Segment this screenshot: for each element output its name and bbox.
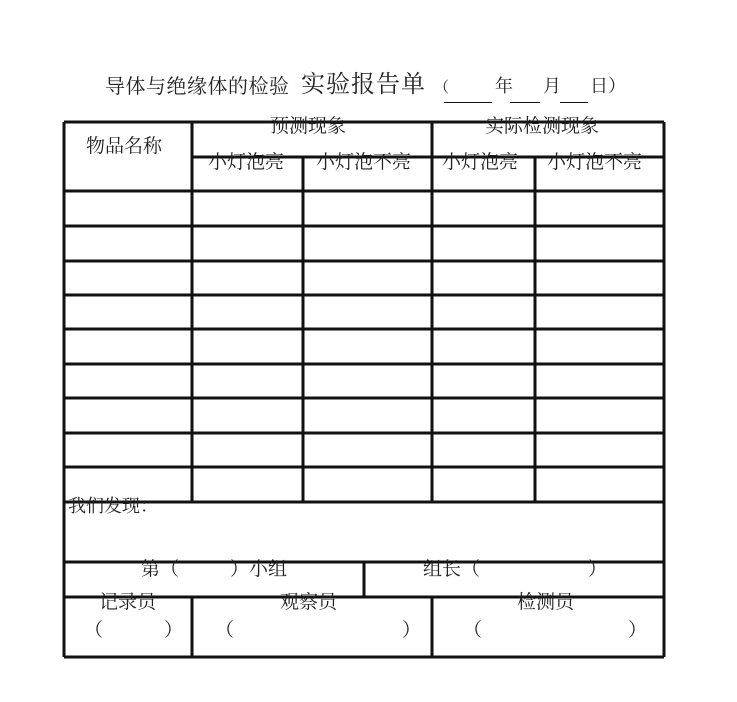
report-title-line [0, 62, 737, 102]
predicted-on-cell[interactable] [195, 401, 300, 430]
predicted-off-cell[interactable] [306, 229, 429, 258]
role-observer-open: （ [215, 619, 235, 641]
actual-on-cell[interactable] [435, 229, 532, 258]
header-predicted: 预测现象 [270, 115, 347, 137]
header-actual: 实际检测现象 [485, 115, 600, 137]
finding-field[interactable] [66, 522, 662, 560]
actual-on-cell[interactable] [435, 332, 532, 361]
actual-off-cell[interactable] [538, 367, 661, 395]
role-inspector-close: ） [628, 619, 648, 641]
date-open-paren: （ [434, 78, 450, 96]
item-name-cell[interactable] [67, 194, 189, 223]
actual-off-cell[interactable] [538, 264, 661, 292]
predicted-off-cell[interactable] [306, 367, 429, 395]
role-inspector-open: （ [463, 619, 483, 641]
predicted-on-cell[interactable] [195, 367, 300, 395]
item-name-cell[interactable] [67, 436, 189, 464]
predicted-on-cell[interactable] [195, 264, 300, 292]
group-prefix: 第（ [141, 558, 180, 580]
predicted-on-cell[interactable] [195, 229, 300, 258]
role-recorder-open: （ [84, 619, 104, 641]
predicted-off-cell[interactable] [306, 332, 429, 361]
actual-on-cell[interactable] [435, 298, 532, 326]
predicted-on-cell[interactable] [195, 194, 300, 223]
group-suffix: ）小组 [230, 558, 288, 580]
actual-off-cell[interactable] [538, 194, 661, 223]
actual-off-cell[interactable] [538, 229, 661, 258]
role-inspector-label: 检测员 [517, 591, 575, 613]
item-name-cell[interactable] [67, 298, 189, 326]
predicted-on-cell[interactable] [195, 298, 300, 326]
header-sub-predicted-off: 小灯泡不亮 [316, 151, 412, 173]
actual-off-cell[interactable] [538, 436, 661, 464]
date-year: 年 [495, 76, 513, 97]
role-recorder-label: 记录员 [99, 591, 157, 613]
header-sub-actual-off: 小灯泡不亮 [547, 151, 643, 173]
actual-on-cell[interactable] [435, 367, 532, 395]
item-name-cell[interactable] [67, 264, 189, 292]
role-observer-label: 观察员 [280, 591, 338, 613]
actual-on-cell[interactable] [435, 470, 532, 499]
role-inspector-field[interactable] [484, 620, 624, 648]
date-month: 月 [543, 76, 561, 97]
role-recorder-close: ） [164, 619, 184, 641]
leader-label: 组长（ [423, 558, 481, 580]
actual-on-cell[interactable] [435, 401, 532, 430]
header-sub-actual-on: 小灯泡亮 [442, 151, 519, 173]
date-day: 日） [590, 76, 626, 97]
predicted-on-cell[interactable] [195, 436, 300, 464]
group-number-field[interactable] [182, 564, 226, 594]
predicted-on-cell[interactable] [195, 470, 300, 499]
date-month-blank[interactable] [510, 102, 540, 103]
role-recorder-field[interactable] [104, 620, 160, 648]
header-sub-predicted-on: 小灯泡亮 [208, 151, 285, 173]
item-name-cell[interactable] [67, 470, 189, 499]
actual-on-cell[interactable] [435, 264, 532, 292]
leader-close: ） [588, 558, 608, 580]
role-observer-close: ） [402, 619, 422, 641]
item-name-cell[interactable] [67, 332, 189, 361]
predicted-off-cell[interactable] [306, 298, 429, 326]
role-observer-field[interactable] [236, 620, 396, 648]
header-item-name: 物品名称 [86, 135, 163, 157]
title-small: 导体与绝缘体的检验 [105, 74, 290, 98]
item-name-cell[interactable] [67, 229, 189, 258]
item-name-cell[interactable] [67, 401, 189, 430]
predicted-on-cell[interactable] [195, 332, 300, 361]
actual-off-cell[interactable] [538, 298, 661, 326]
title-large: 实验报告单 [301, 70, 426, 98]
date-day-blank[interactable] [560, 102, 588, 103]
actual-on-cell[interactable] [435, 436, 532, 464]
predicted-off-cell[interactable] [306, 436, 429, 464]
actual-off-cell[interactable] [538, 332, 661, 361]
finding-label: 我们发现： [68, 496, 158, 517]
date-year-blank[interactable] [444, 102, 492, 103]
leader-field[interactable] [488, 564, 584, 594]
actual-on-cell[interactable] [435, 194, 532, 223]
actual-off-cell[interactable] [538, 470, 661, 499]
predicted-off-cell[interactable] [306, 264, 429, 292]
predicted-off-cell[interactable] [306, 401, 429, 430]
predicted-off-cell[interactable] [306, 194, 429, 223]
actual-off-cell[interactable] [538, 401, 661, 430]
item-name-cell[interactable] [67, 367, 189, 395]
predicted-off-cell[interactable] [306, 470, 429, 499]
